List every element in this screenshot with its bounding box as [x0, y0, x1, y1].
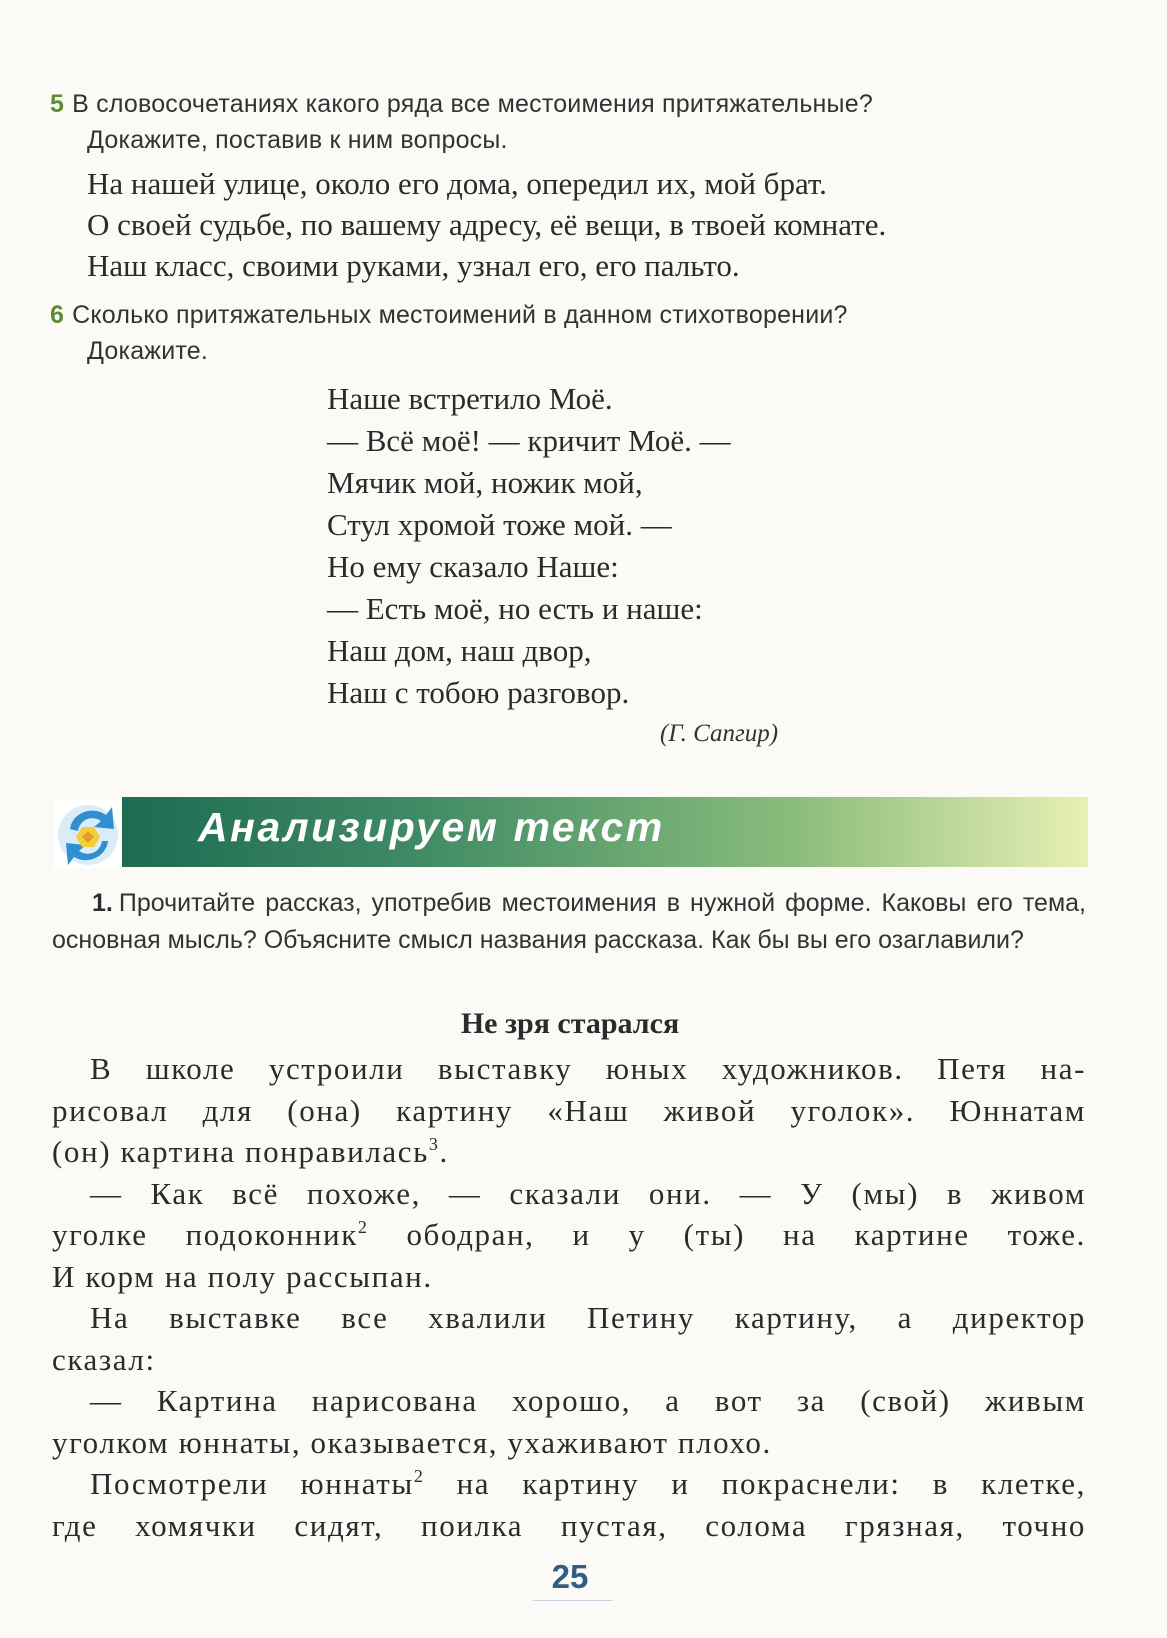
story-line-text: Посмотрели юннаты: [90, 1466, 414, 1501]
story-text: [52, 1048, 1086, 1546]
section-banner: [48, 797, 1088, 867]
story-title: Не зря старался: [460, 1007, 680, 1040]
footnote-mark: 3: [428, 1134, 440, 1154]
story-line: [52, 1173, 1086, 1215]
example-row: О своей судьбе, по вашему адресу, её вещи, в твоей комнате.: [87, 207, 887, 242]
story-line: [52, 1048, 1086, 1090]
poem-line: Мячик мой, ножик мой,: [327, 465, 643, 500]
task-5-examples: [87, 163, 1087, 286]
story-line-text: — Как всё похоже, — сказали они. — У (мы) в живом: [90, 1175, 1086, 1211]
poem-author: (Г. Сапгир): [660, 720, 779, 747]
story-line: [52, 1256, 1086, 1298]
poem: [327, 378, 731, 714]
task-text-line: Докажите.: [87, 337, 209, 365]
story-line-text: уголке подоконник: [52, 1217, 358, 1252]
task-number: 5: [50, 90, 65, 118]
story-line-text: где хомячки сидят, поилка пустая, солома грязная, точно: [52, 1507, 1086, 1543]
task-number: 6: [50, 301, 65, 329]
story-line-text: И корм на полу рассыпан.: [52, 1258, 433, 1294]
story-line-text: рисовал для (она) картину «Наш живой уголок». Юннатам: [52, 1092, 1086, 1128]
story-line-text: сказал:: [52, 1341, 156, 1377]
story-line-text: ободран, и у (ты) на картине тоже.: [368, 1217, 1086, 1252]
poem-line: — Есть моё, но есть и наше:: [327, 591, 703, 626]
story-line: [52, 1505, 1086, 1547]
story-line-text: На выставке все хвалили Петину картину, а директор: [90, 1300, 1086, 1335]
story-line-text: (он) картина понравилась: [52, 1134, 429, 1169]
page-number: 25: [551, 1558, 589, 1595]
example-row: На нашей улице, около его дома, опередил их, мой брат.: [87, 166, 827, 201]
story-line: [52, 1339, 1086, 1381]
page-number-rule: [533, 1600, 613, 1601]
poem-line: — Всё моё! — кричит Моё. —: [327, 423, 731, 458]
story-line-text: .: [439, 1134, 449, 1169]
section-title: Анализируем текст: [198, 804, 665, 850]
footnote-mark: 2: [357, 1217, 369, 1237]
story-line-text: уголком юннаты, оказывается, ухаживают плохо.: [52, 1424, 772, 1460]
task-text-line: В словосочетаниях какого ряда все местоимения притяжательные?: [72, 90, 873, 118]
poem-line: Наш с тобою разговор.: [327, 675, 630, 710]
task-number: 1.: [92, 889, 113, 917]
poem-line: Наше встретило Моё.: [327, 381, 613, 416]
task-text-line: Сколько притяжательных местоимений в данном стихотворении?: [72, 301, 848, 329]
recycle-arrows-icon: [48, 785, 130, 877]
example-row: Наш класс, своими руками, узнал его, его пальто.: [87, 248, 740, 283]
story-line: [52, 1463, 1086, 1505]
poem-line: Наш дом, наш двор,: [327, 633, 592, 668]
task-6: [50, 297, 1084, 369]
story-line: [52, 1297, 1086, 1339]
story-line: [52, 1214, 1086, 1256]
footnote-mark: 2: [413, 1466, 425, 1486]
story-line-text: на картину и покраснели: в клетке,: [424, 1466, 1086, 1501]
task-text: Прочитайте рассказ, употребив местоимения в нужной форме. Каковы его тема, основная мысль? Объясните смысл названия рассказа. Как бы вы его озаглавили?: [52, 889, 1086, 954]
story-line: [52, 1090, 1086, 1132]
task-text-line: Докажите, поставив к ним вопросы.: [87, 126, 508, 154]
story-line-text: — Картина нарисована хорошо, а вот за (свой) живым: [90, 1383, 1086, 1418]
poem-line: Стул хромой тоже мой. —: [327, 507, 672, 542]
story-line-text: В школе устроили выставку юных художников. Петя на-: [90, 1051, 1086, 1086]
story-line: [52, 1380, 1086, 1422]
story-line: [52, 1131, 1086, 1173]
task-5: [50, 86, 1084, 158]
story-line: [52, 1422, 1086, 1464]
poem-line: Но ему сказало Наше:: [327, 549, 619, 584]
task-1: [52, 885, 1086, 959]
